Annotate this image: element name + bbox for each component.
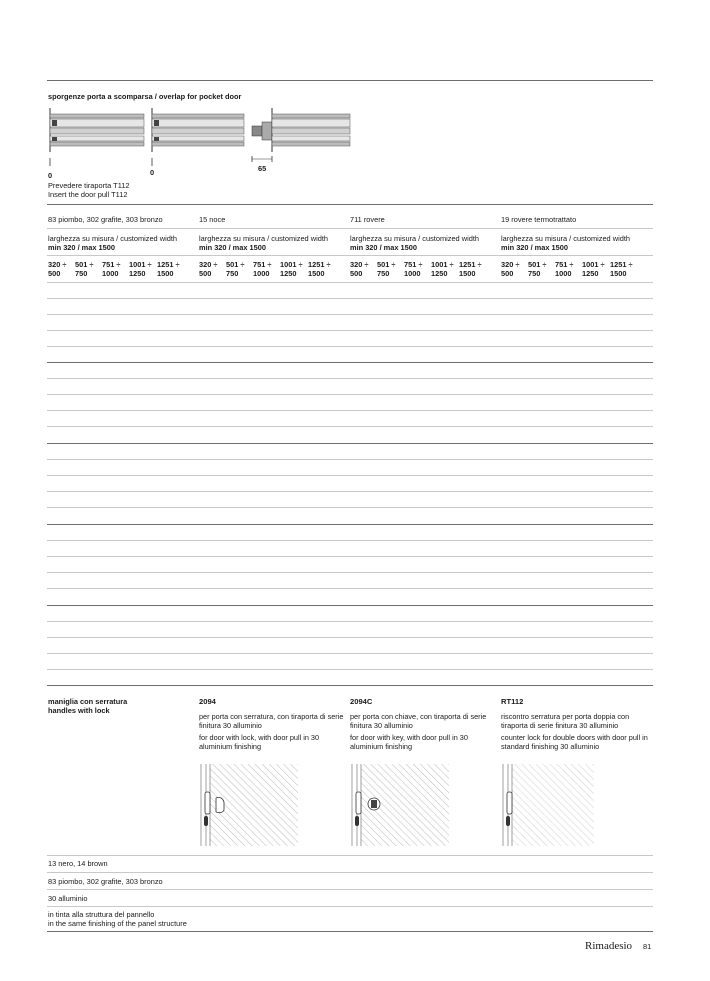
section-divider: [47, 204, 653, 205]
range-from: 320 ÷: [199, 260, 218, 269]
range-from: 501 ÷: [528, 260, 547, 269]
handle-code: RT112: [501, 697, 524, 706]
range-from: 320 ÷: [501, 260, 520, 269]
width-label: larghezza su misura / customized width: [501, 234, 630, 243]
handle-code: 2094: [199, 697, 216, 706]
width-cell-3: [350, 234, 479, 252]
handle-desc-en: counter lock for double doors with door pull in standard finishing 30 alluminio: [501, 733, 648, 751]
range-to: 1250: [582, 269, 599, 278]
empty-row-rule: [47, 426, 653, 427]
range-to: 1250: [280, 269, 297, 278]
profile-right: [252, 108, 350, 162]
width-range: min 320 / max 1500: [199, 243, 266, 252]
range-to: 1500: [308, 269, 325, 278]
handle-desc-en: for door with lock, with door pull in 30 aluminium finishing: [199, 733, 320, 751]
section-divider: [47, 685, 653, 686]
range-from: 501 ÷: [75, 260, 94, 269]
handle-code: 2094C: [350, 697, 373, 706]
range-to: 1250: [431, 269, 448, 278]
handle-2094-illustration: [198, 764, 298, 846]
handle-rt112: [501, 697, 651, 754]
pocket-door-heading: sporgenze porta a scomparsa / overlap for pocket door: [48, 92, 242, 101]
finish-row-1: 13 nero, 14 brown: [48, 859, 108, 868]
width-range: min 320 / max 1500: [48, 243, 115, 252]
empty-row-rule: [47, 588, 653, 589]
handle-2094c-illustration: [349, 764, 449, 846]
finish-row-3: 30 alluminio: [48, 894, 88, 903]
zero-marker-left: 0: [48, 171, 53, 180]
handle-2094c: [350, 697, 500, 754]
empty-row-rule: [47, 475, 653, 476]
range-from: 1251 ÷: [459, 260, 482, 269]
range-to: 1500: [157, 269, 174, 278]
finish-row-rule: [47, 855, 653, 856]
table-rule: [47, 255, 653, 256]
finish-row-rule: [47, 889, 653, 890]
range-to: 1000: [555, 269, 572, 278]
width-cell-2: [199, 234, 328, 252]
finish-row-rule: [47, 906, 653, 907]
range-group-3: [350, 260, 487, 278]
finish-col-title-2: 15 noce: [199, 215, 226, 224]
bottom-divider: [47, 931, 653, 932]
range-from: 751 ÷: [404, 260, 423, 269]
empty-row-rule: [47, 346, 653, 347]
empty-row-rule: [47, 282, 653, 283]
top-divider: [47, 80, 653, 81]
handles-heading: [48, 697, 127, 715]
empty-row-rule: [47, 540, 653, 541]
range-to: 1500: [610, 269, 627, 278]
handle-rt112-illustration: [500, 764, 600, 846]
width-range: min 320 / max 1500: [350, 243, 417, 252]
handles-heading-en: handles with lock: [48, 706, 110, 715]
range-to: 750: [75, 269, 88, 278]
range-to: 500: [199, 269, 212, 278]
range-from: 501 ÷: [377, 260, 396, 269]
empty-row-rule: [47, 653, 653, 654]
handle-desc-it: per porta con serratura, con tiraporta di serie finitura 30 alluminio: [199, 712, 344, 730]
range-to: 1000: [253, 269, 270, 278]
finish-row-4-it: in tinta alla struttura del pannello: [48, 910, 155, 919]
dimension-label: 65: [258, 164, 267, 173]
range-from: 751 ÷: [102, 260, 121, 269]
empty-row-rule: [47, 298, 653, 299]
finish-row-rule: [47, 872, 653, 873]
empty-row-rule: [47, 378, 653, 379]
pocket-door-profile-diagram: [44, 106, 364, 178]
range-to: 750: [226, 269, 239, 278]
range-to: 1500: [459, 269, 476, 278]
zero-marker-middle: 0: [150, 168, 155, 177]
range-to: 1000: [102, 269, 119, 278]
range-from: 1001 ÷: [129, 260, 152, 269]
width-label: larghezza su misura / customized width: [199, 234, 328, 243]
empty-row-rule: [47, 637, 653, 638]
finish-row-4-en: in the same finishing of the panel structure: [48, 919, 187, 928]
width-range: min 320 / max 1500: [501, 243, 568, 252]
profile-left: [50, 108, 144, 166]
empty-row-rule: [47, 669, 653, 670]
handle-desc-it: per porta con chiave, con tiraporta di serie finitura 30 alluminio: [350, 712, 487, 730]
empty-row-rule: [47, 491, 653, 492]
range-from: 1001 ÷: [431, 260, 454, 269]
empty-row-rule: [47, 572, 653, 573]
empty-row-rule: [47, 314, 653, 315]
range-to: 500: [48, 269, 61, 278]
handle-2094: [199, 697, 349, 754]
finish-row-4: [48, 910, 187, 928]
page-number: 81: [643, 942, 652, 951]
range-from: 751 ÷: [555, 260, 574, 269]
range-from: 501 ÷: [226, 260, 245, 269]
handle-desc-en: for door with key, with door pull in 30 aluminium finishing: [350, 733, 468, 751]
range-to: 500: [501, 269, 514, 278]
range-from: 1001 ÷: [582, 260, 605, 269]
empty-row-rule: [47, 556, 653, 557]
empty-row-rule: [47, 621, 653, 622]
range-to: 1000: [404, 269, 421, 278]
empty-row-rule: [47, 507, 653, 508]
empty-row-rule: [47, 394, 653, 395]
range-to: 750: [528, 269, 541, 278]
door-pull-note-en: Insert the door pull T112: [48, 190, 128, 199]
table-rule: [47, 228, 653, 229]
width-cell-4: [501, 234, 630, 252]
range-to: 1250: [129, 269, 146, 278]
empty-row-rule: [47, 459, 653, 460]
range-group-4: [501, 260, 638, 278]
range-group-1: [48, 260, 185, 278]
range-to: 500: [350, 269, 363, 278]
finish-row-2: 83 piombo, 302 grafite, 303 bronzo: [48, 877, 163, 886]
handle-desc-it: riscontro serratura per porta doppia con tiraporta di serie finitura 30 alluminio: [501, 712, 630, 730]
handles-heading-it: maniglia con serratura: [48, 697, 128, 706]
range-from: 1251 ÷: [610, 260, 633, 269]
finish-col-title-3: 711 rovere: [350, 215, 385, 224]
range-from: 1001 ÷: [280, 260, 303, 269]
finish-col-title-1: 83 piombo, 302 grafite, 303 bronzo: [48, 215, 163, 224]
brand-name: Rimadesio: [585, 940, 633, 952]
door-pull-note-it: Prevedere tiraporta T112: [48, 181, 130, 190]
width-label: larghezza su misura / customized width: [48, 234, 177, 243]
range-from: 320 ÷: [350, 260, 369, 269]
profile-middle: [152, 108, 244, 166]
range-from: 1251 ÷: [308, 260, 331, 269]
empty-row-rule: [47, 443, 653, 444]
width-label: larghezza su misura / customized width: [350, 234, 479, 243]
range-from: 1251 ÷: [157, 260, 180, 269]
range-from: 751 ÷: [253, 260, 272, 269]
empty-row-rule: [47, 605, 653, 606]
range-to: 750: [377, 269, 390, 278]
empty-row-rule: [47, 524, 653, 525]
empty-row-rule: [47, 330, 653, 331]
empty-row-rule: [47, 362, 653, 363]
range-group-2: [199, 260, 336, 278]
range-from: 320 ÷: [48, 260, 67, 269]
finish-col-title-4: 19 rovere termotrattato: [501, 215, 577, 224]
width-cell-1: [48, 234, 177, 252]
empty-row-rule: [47, 410, 653, 411]
